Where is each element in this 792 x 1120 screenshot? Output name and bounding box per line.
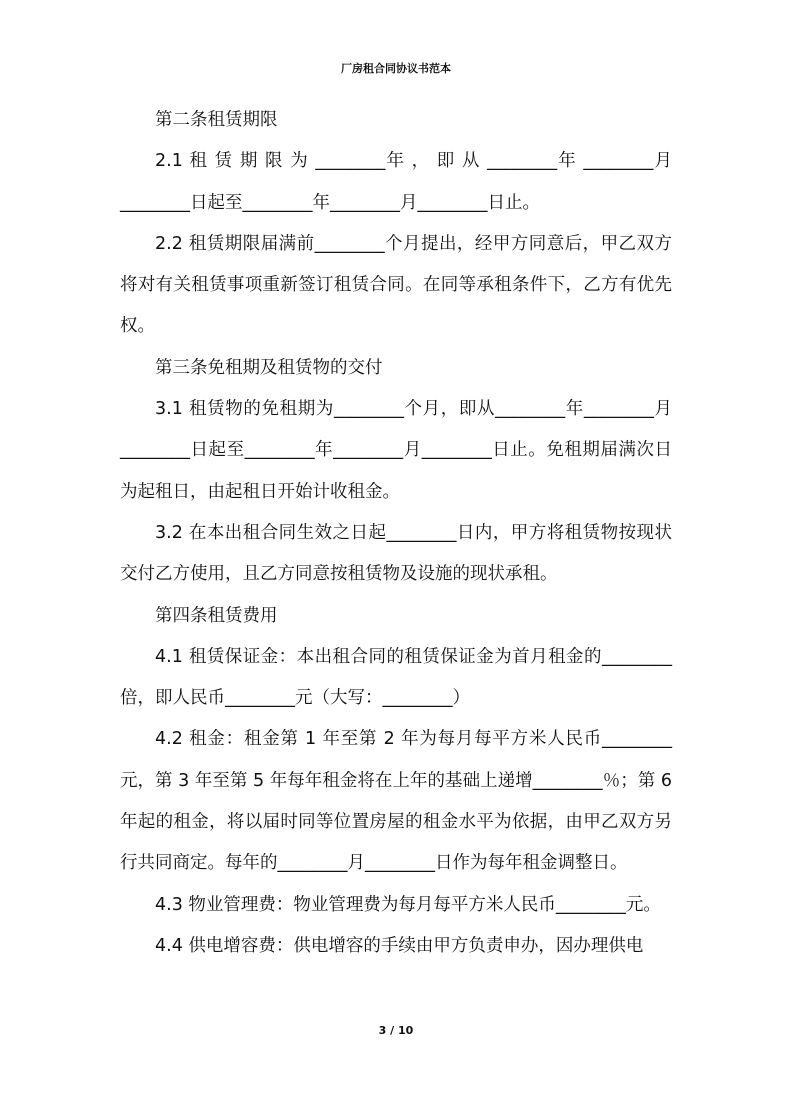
clause-3-1: 3.1 租赁物的免租期为________个月，即从________年________月________日起至________年________月________日止。免租期届满次日为起租日，由起租日开始计收租金。 [120,399,672,502]
document-header: 厂房租合同协议书范本 [341,62,451,75]
clause-4-4: 4.4 供电增容费：供电增容的手续由甲方负责申办，因办理供电 [155,935,644,956]
clause-4-1: 4.1 租赁保证金：本出租合同的租赁保证金为首月租金的________倍，即人民币________元（大写：________） [120,646,672,709]
clause-2-1: 2.1 租 赁 期 限 为 ________年 ， 即 从 ________年 ________月________日起至________年________月________日止。 [120,151,672,213]
clause-2-2: 2.2 租赁期限届满前________个月提出，经甲方同意后，甲乙双方将对有关租赁事项重新签订租赁合同。在同等承租条件下，乙方有优先权。 [120,233,672,337]
page-number: 3 / 10 [378,1024,414,1037]
article-3-heading: 第三条免租期及租赁物的交付 [155,357,383,378]
document-body [120,100,672,967]
clause-4-3: 4.3 物业管理费：物业管理费为每月每平方米人民币________元。 [155,894,661,915]
clause-4-2: 4.2 租金：租金第 1 年至第 2 年为每月每平方米人民币________元，第 3 年至第 5 年每年租金将在上年的基础上递增________％；第 6 年起的租金，将以届时同等位置房屋的租金水平为依据，由甲乙双方另行共同商定。每年的________月________日作为每年租金调整日。 [120,729,672,874]
article-4-heading: 第四条租赁费用 [155,605,278,626]
article-2-heading: 第二条租赁期限 [155,110,278,130]
clause-3-2: 3.2 在本出租合同生效之日起________日内，甲方将租赁物按现状交付乙方使用，且乙方同意按租赁物及设施的现状承租。 [120,522,672,585]
